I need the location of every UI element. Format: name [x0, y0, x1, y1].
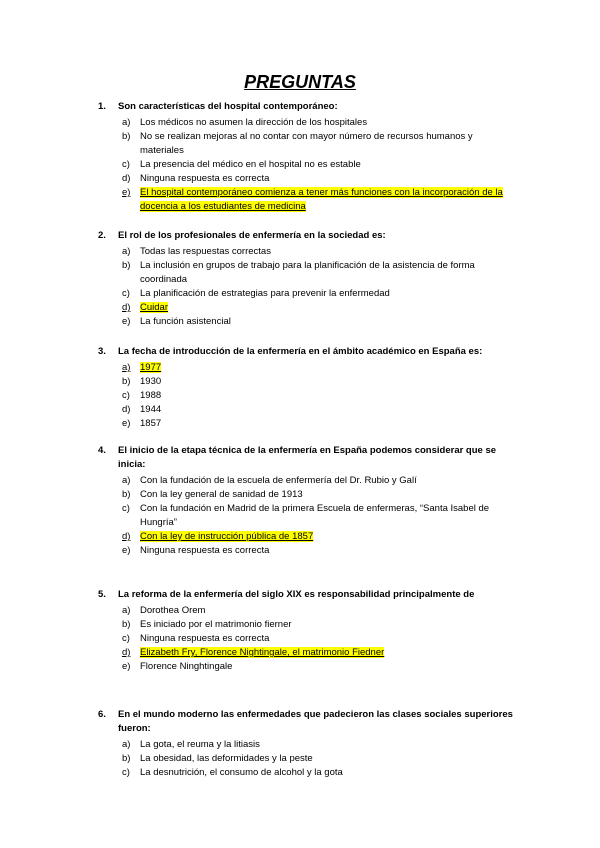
question-heading — [98, 229, 518, 243]
answer-option — [122, 618, 518, 632]
option-letter: e) — [122, 316, 131, 327]
question-text: En el mundo moderno las enfermedades que padecieron las clases sociales superiores fueron: — [118, 709, 513, 734]
answer-option — [122, 287, 518, 301]
option-text: No se realizan mejoras al no contar con mayor número de recursos humanos y materiales — [140, 131, 473, 156]
option-letter: c) — [122, 767, 130, 778]
answer-option — [122, 738, 518, 752]
question-heading — [98, 100, 518, 114]
option-letter: a) — [122, 246, 131, 257]
option-list — [98, 245, 518, 329]
option-list — [98, 738, 518, 780]
answer-option — [122, 502, 518, 530]
option-text — [140, 186, 518, 214]
option-text — [140, 646, 518, 660]
option-letter: c) — [122, 633, 130, 644]
question-heading — [98, 345, 518, 359]
option-text: Con la ley general de sanidad de 1913 — [140, 489, 303, 500]
option-letter: b) — [122, 753, 131, 764]
option-text — [140, 301, 518, 315]
option-text — [140, 361, 518, 375]
answer-option — [122, 417, 518, 431]
question-text: Son características del hospital contemporáneo: — [118, 101, 338, 112]
option-text: La obesidad, las deformidades y la peste — [140, 753, 313, 764]
option-text: Florence Ninghtingale — [140, 661, 233, 672]
question-2 — [98, 229, 518, 329]
option-letter: e) — [122, 661, 131, 672]
highlight-mark: Cuidar — [140, 302, 168, 313]
answer-option — [122, 315, 518, 329]
option-letter: a) — [122, 739, 131, 750]
option-letter: c) — [122, 159, 130, 170]
question-heading — [98, 588, 518, 602]
question-6 — [98, 708, 518, 780]
option-letter: c) — [122, 503, 130, 514]
question-5 — [98, 588, 518, 674]
question-number: 1. — [98, 101, 106, 112]
answer-option — [122, 660, 518, 674]
option-letter: c) — [122, 288, 130, 299]
answer-option — [122, 632, 518, 646]
option-text: Ninguna respuesta es correcta — [140, 173, 270, 184]
option-text: Los médicos no asumen la dirección de los hospitales — [140, 117, 368, 128]
option-letter: b) — [122, 619, 131, 630]
option-list — [98, 604, 518, 674]
answer-option — [122, 766, 518, 780]
answer-option-highlighted — [122, 361, 518, 375]
question-heading — [98, 444, 518, 472]
option-text: 1930 — [140, 376, 162, 387]
answer-option-highlighted — [122, 186, 518, 214]
option-letter: d) — [122, 404, 131, 415]
question-4 — [98, 444, 518, 558]
answer-option-highlighted — [122, 301, 518, 315]
question-1 — [98, 100, 518, 214]
highlight-mark: Con la ley de instrucción pública de 1857 — [140, 531, 314, 542]
option-text: 1857 — [140, 418, 162, 429]
option-list — [98, 474, 518, 558]
option-letter: b) — [122, 376, 131, 387]
question-text: La reforma de la enfermería del siglo XIX es responsabilidad principalmente de — [118, 589, 475, 600]
question-3 — [98, 345, 518, 431]
option-letter: a) — [122, 605, 131, 616]
answer-option-highlighted — [122, 646, 518, 660]
option-text: La desnutrición, el consumo de alcohol y la gota — [140, 767, 343, 778]
option-text: 1988 — [140, 390, 162, 401]
question-text: La fecha de introducción de la enfermería en el ámbito académico en España es: — [118, 346, 483, 357]
option-letter: b) — [122, 260, 131, 271]
question-number: 6. — [98, 709, 106, 720]
answer-option — [122, 544, 518, 558]
highlight-mark: El hospital contemporáneo comienza a tener más funciones con la incorporación de la docencia a los estudiantes de medicina — [140, 187, 503, 212]
option-text — [140, 530, 518, 544]
option-letter: c) — [122, 390, 130, 401]
question-number: 5. — [98, 589, 106, 600]
answer-option — [122, 259, 518, 287]
option-text: Todas las respuestas correctas — [140, 246, 271, 257]
answer-option — [122, 158, 518, 172]
option-letter: b) — [122, 489, 131, 500]
answer-option — [122, 116, 518, 130]
option-letter: e) — [122, 418, 131, 429]
answer-option-highlighted — [122, 530, 518, 544]
option-list — [98, 116, 518, 214]
question-text: El rol de los profesionales de enfermería en la sociedad es: — [118, 230, 386, 241]
option-letter: d) — [122, 531, 131, 542]
answer-option — [122, 474, 518, 488]
option-text: Es iniciado por el matrimonio fierner — [140, 619, 292, 630]
answer-option — [122, 389, 518, 403]
option-text: La función asistencial — [140, 316, 231, 327]
answer-option — [122, 403, 518, 417]
option-letter: b) — [122, 131, 131, 142]
question-number: 4. — [98, 445, 106, 456]
answer-option — [122, 172, 518, 186]
answer-option — [122, 604, 518, 618]
answer-option — [122, 245, 518, 259]
option-letter: d) — [122, 302, 131, 313]
highlight-mark: 1977 — [140, 362, 162, 373]
option-letter: e) — [122, 545, 131, 556]
question-text: El inicio de la etapa técnica de la enfermería en España podemos considerar que se inicia: — [118, 445, 497, 470]
option-letter: e) — [122, 187, 131, 198]
answer-option — [122, 752, 518, 766]
question-number: 3. — [98, 346, 106, 357]
option-letter: d) — [122, 647, 131, 658]
option-text: La inclusión en grupos de trabajo para la planificación de la asistencia de forma coordinada — [140, 260, 475, 285]
option-list — [98, 361, 518, 431]
option-letter: a) — [122, 475, 131, 486]
option-text: Con la fundación en Madrid de la primera Escuela de enfermeras, “Santa Isabel de Hungría” — [140, 503, 490, 528]
option-text: La presencia del médico en el hospital no es estable — [140, 159, 361, 170]
question-heading — [98, 708, 518, 736]
option-text: Con la fundación de la escuela de enfermería del Dr. Rubio y Galí — [140, 475, 417, 486]
option-text: La planificación de estrategias para prevenir la enfermedad — [140, 288, 390, 299]
answer-option — [122, 375, 518, 389]
option-text: La gota, el reuma y la litiasis — [140, 739, 260, 750]
highlight-mark: Elizabeth Fry, Florence Nightingale, el matrimonio Fiedner — [140, 647, 385, 658]
page-title: PREGUNTAS — [244, 72, 356, 92]
answer-option — [122, 488, 518, 502]
question-number: 2. — [98, 230, 106, 241]
option-letter: a) — [122, 117, 131, 128]
option-text: Ninguna respuesta es correcta — [140, 633, 270, 644]
option-letter: d) — [122, 173, 131, 184]
option-text: Ninguna respuesta es correcta — [140, 545, 270, 556]
option-text: 1944 — [140, 404, 162, 415]
option-text: Dorothea Orem — [140, 605, 206, 616]
option-letter: a) — [122, 362, 131, 373]
answer-option — [122, 130, 518, 158]
